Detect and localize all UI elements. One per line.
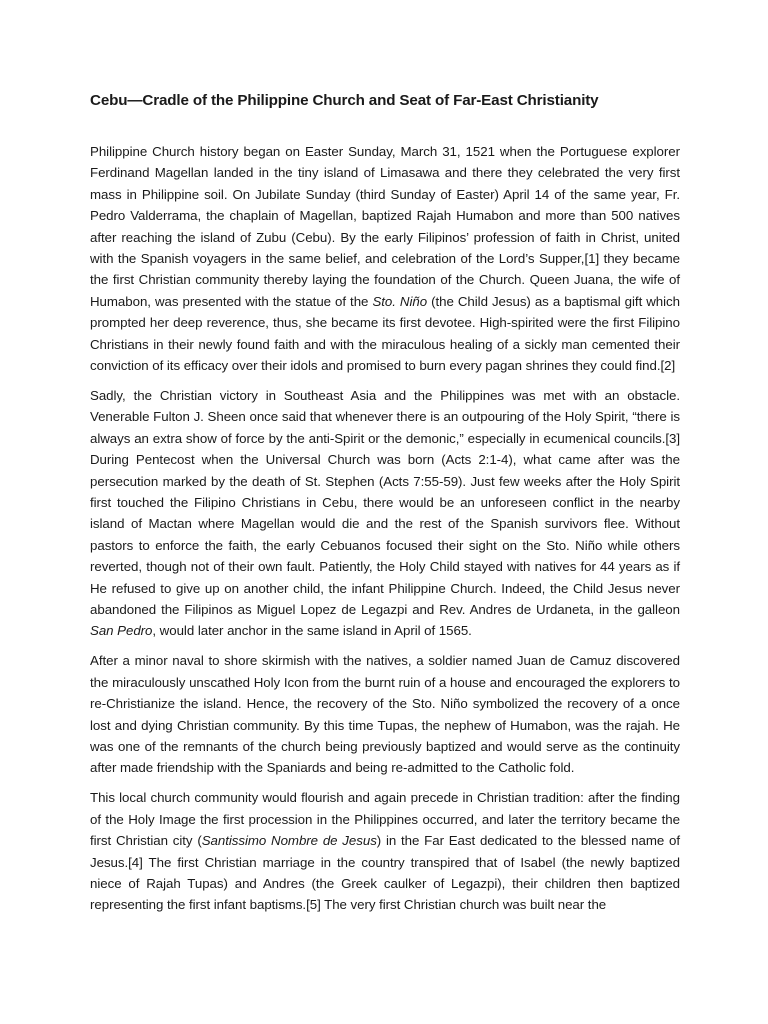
text-run: Philippine Church history began on Easter Sunday, March 31, 1521 when the Portuguese explorer Ferdinand Magellan landed in the tiny island of Limasawa and there they celebrated the very first mass in Philippine soil. On Jubilate Sunday (third Sunday of Easter) April 14 of the same year, Fr. Pedro Valderrama, the chaplain of Magellan, baptized Rajah Humabon and more than 500 natives after reaching the island of Zubu (Cebu). By the early Filipinos’ profession of faith in Christ, united with the Spanish voyagers in the same belief, and celebration of the Lord’s Supper,[1] they became the first Christian community thereby laying the foundation of the Church. Queen Juana, the wife of Humabon, was presented with the statue of the [90, 144, 680, 309]
paragraph-3 [90, 650, 680, 778]
text-run: After a minor naval to shore skirmish with the natives, a soldier named Juan de Camuz discovered the miraculously unscathed Holy Icon from the burnt ruin of a house and encouraged the explorers to re-Christianize the island. Hence, the recovery of the Sto. Niño symbolized the recovery of a once lost and dying Christian community. By this time Tupas, the nephew of Humabon, was the rajah. He was one of the remnants of the church being previously baptized and would serve as the continuity after made friendship with the Spaniards and being re-admitted to the Catholic fold. [90, 653, 680, 776]
paragraph-1 [90, 141, 680, 376]
paragraph-2 [90, 385, 680, 642]
page-title: Cebu—Cradle of the Philippine Church and Seat of Far-East Christianity [90, 92, 599, 109]
italic-run: Sto. Niño [372, 293, 428, 309]
italic-run: San Pedro [90, 623, 153, 639]
text-run: (the Child Jesus) as a baptismal gift which prompted her deep reverence, thus, she became its first devotee. High-spirited were the first Filipino Christians in their newly found faith and with the miraculous healing of a sickly man cemented their conviction of its efficacy over their idols and promised to burn every pagan shrines they could find.[2] [90, 293, 681, 374]
text-run: This local church community would flourish and again precede in Christian tradition: after the finding of the Holy Image the first procession in the Philippines occurred, and later the territory became the first Christian city ( [90, 790, 680, 849]
document-page [90, 92, 680, 924]
paragraph-4 [90, 787, 680, 915]
italic-run: Santissimo Nombre de Jesus [201, 833, 377, 849]
text-run: Sadly, the Christian victory in Southeast Asia and the Philippines was met with an obstacle. Venerable Fulton J. Sheen once said that whenever there is an outpouring of the Holy Spirit, “there is always an extra show of force by the anti-Spirit or the demonic,” especially in ecumenical councils.[3] During Pentecost when the Universal Church was born (Acts 2:1-4), what came after was the persecution marked by the death of St. Stephen (Acts 7:55-59). Just few weeks after the Holy Spirit first touched the Filipino Christians in Cebu, there would be an unforeseen conflict in the nearby island of Mactan where Magellan would die and the rest of the Spanish survivors flee. Without pastors to enforce the faith, the early Cebuanos focused their sight on the Sto. Niño while others reverted, though not of their own fault. Patiently, the Holy Child stayed with natives for 44 years as if He refused to give up on another child, the infant Philippine Church. Indeed, the Child Jesus never abandoned the Filipinos as Miguel Lopez de Legazpi and Rev. Andres de Urdaneta, in the galleon [90, 387, 680, 618]
text-run: ) in the Far East dedicated to the blessed name of Jesus.[4] The first Christian marriage in the country transpired that of Isabel (the newly baptized niece of Rajah Tupas) and Andres (the Greek caulker of Legazpi), their children then baptized representing the first infant baptisms.[5] The very first Christian church was built near the [90, 833, 680, 913]
text-run: , would later anchor in the same island in April of 1565. [152, 623, 472, 639]
